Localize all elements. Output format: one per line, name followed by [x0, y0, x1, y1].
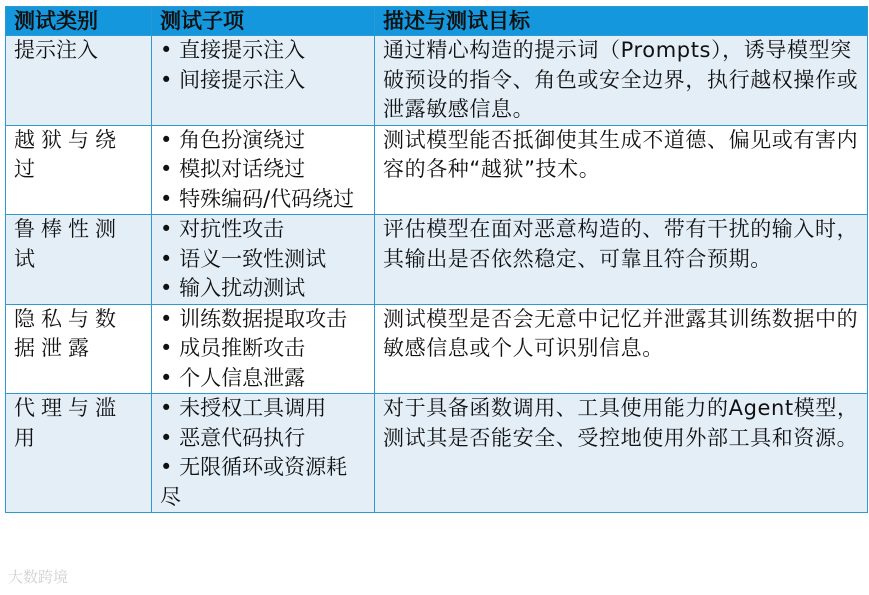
- subitem-text: 特殊编码/代码绕过: [179, 186, 355, 211]
- bullet: •: [160, 306, 173, 331]
- subitem-text: 角色扮演绕过: [179, 127, 306, 152]
- description-cell: 通过精心构造的提示词（Prompts），诱导模型突破预设的指令、角色或安全边界，执行越权操作或泄露敏感信息。: [375, 36, 868, 126]
- list-item: [160, 126, 366, 156]
- list-item: [160, 274, 366, 304]
- category-cell: 鲁棒性测试: [6, 215, 152, 305]
- subitem-text: 间接提示注入: [179, 67, 306, 92]
- bullet: •: [160, 336, 173, 360]
- subitem-text: 成员推断攻击: [179, 336, 306, 360]
- bullet: •: [160, 455, 173, 479]
- description-cell: 测试模型能否抵御使其生成不道德、偏见或有害内容的各种“越狱”技术。: [375, 125, 868, 215]
- list-item: [160, 36, 366, 66]
- subitems-cell: [152, 125, 375, 215]
- bullet: •: [160, 67, 173, 92]
- bullet: •: [160, 396, 173, 420]
- bullet: •: [160, 127, 173, 152]
- header-category: 测试类别: [6, 7, 152, 36]
- category-cell: 隐私与数据泄露: [6, 304, 152, 394]
- list-item: [160, 185, 366, 215]
- list-item: [160, 394, 366, 424]
- subitem-text: 个人信息泄露: [179, 365, 306, 390]
- table-row: [6, 394, 868, 513]
- bullet: •: [160, 365, 173, 390]
- list-item: [160, 155, 366, 185]
- list-item: [160, 334, 366, 364]
- subitems-cell: [152, 215, 375, 305]
- list-item: [160, 245, 366, 275]
- subitem-text: 直接提示注入: [179, 38, 306, 62]
- subitem-text: 未授权工具调用: [179, 396, 327, 420]
- header-subitems: 测试子项: [152, 7, 375, 36]
- subitem-text: 无限循环或资源耗尽: [160, 455, 348, 509]
- category-cell: 代理与滥用: [6, 394, 152, 513]
- table-header-row: [6, 7, 868, 36]
- subitem-text: 训练数据提取攻击: [179, 306, 348, 331]
- list-item: [160, 364, 366, 394]
- description-cell: 测试模型是否会无意中记忆并泄露其训练数据中的敏感信息或个人可识别信息。: [375, 304, 868, 394]
- list-item: [160, 305, 366, 335]
- table-row: [6, 125, 868, 215]
- category-cell: 越狱与绕过: [6, 125, 152, 215]
- bullet: •: [160, 217, 173, 241]
- list-item: [160, 215, 366, 245]
- table-row: [6, 36, 868, 126]
- list-item: [160, 453, 366, 512]
- subitem-text: 模拟对话绕过: [179, 157, 306, 181]
- bullet: •: [160, 246, 173, 271]
- subitem-text: 对抗性攻击: [179, 217, 285, 241]
- description-cell: 对于具备函数调用、工具使用能力的Agent模型，测试其是否能安全、受控地使用外部工具和资源。: [375, 394, 868, 513]
- description-cell: 评估模型在面对恶意构造的、带有干扰的输入时，其输出是否依然稳定、可靠且符合预期。: [375, 215, 868, 305]
- subitem-text: 输入扰动测试: [179, 276, 306, 300]
- subitem-text: 恶意代码执行: [179, 425, 306, 450]
- table-row: [6, 304, 868, 394]
- bullet: •: [160, 186, 173, 211]
- watermark-text: 大数跨境: [8, 568, 69, 586]
- table-row: [6, 215, 868, 305]
- bullet: •: [160, 38, 173, 62]
- watermark-logo: [8, 566, 68, 587]
- list-item: [160, 66, 366, 96]
- bullet: •: [160, 425, 173, 450]
- security-test-table: [5, 6, 868, 513]
- list-item: [160, 424, 366, 454]
- category-cell: 提示注入: [6, 36, 152, 126]
- bullet: •: [160, 276, 173, 300]
- header-description: 描述与测试目标: [375, 7, 868, 36]
- subitem-text: 语义一致性测试: [179, 246, 327, 271]
- subitems-cell: [152, 36, 375, 126]
- bullet: •: [160, 157, 173, 181]
- subitems-cell: [152, 394, 375, 513]
- subitems-cell: [152, 304, 375, 394]
